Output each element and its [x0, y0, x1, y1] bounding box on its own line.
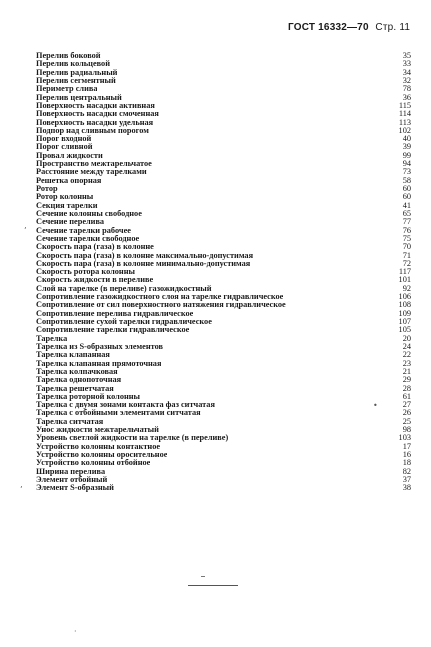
index-term: Скорость ротора колонны [36, 268, 135, 277]
index-page-number: 114 [398, 109, 411, 119]
index-entry [36, 476, 411, 484]
index-entry [36, 335, 411, 343]
index-term: Скорость пара (газа) в колонне минимально-допустимая [36, 259, 251, 268]
index-page-number: 33 [402, 59, 411, 69]
index-term: Порог входной [36, 135, 92, 144]
index-page-number: 28 [402, 383, 411, 393]
index-entry [36, 252, 411, 260]
index-term: Скорость жидкости в переливе [36, 276, 154, 285]
index-term: Секция тарелки [36, 201, 98, 210]
index-entry [36, 301, 411, 309]
footer-rule [188, 585, 238, 586]
index-term: Сечение колонны свободное [36, 209, 142, 218]
index-term: Уровень светлой жидкости на тарелке (в переливе) [36, 434, 229, 443]
index-term: Расстояние между тарелками [36, 168, 147, 177]
index-entry [36, 235, 411, 243]
index-entry [36, 310, 411, 318]
index-entry [36, 185, 411, 193]
index-entry [36, 243, 411, 251]
index-entry [36, 434, 411, 442]
index-page-number: 16 [402, 450, 411, 459]
index-term: Тарелка однопоточная [36, 376, 122, 385]
index-page-number: 37 [402, 474, 411, 484]
index-term: Тарелка ситчатая [36, 417, 104, 426]
index-page-number: 25 [402, 416, 411, 426]
index-term: Устройство колонны оросительное [36, 451, 168, 459]
index-entry [36, 351, 411, 359]
index-term: Поверхность насадки активная [36, 101, 155, 110]
index-entry [36, 468, 411, 476]
index-entry [36, 60, 411, 68]
index-term: Перелив радиальный [36, 68, 118, 77]
standard-number: ГОСТ 16332—70 [288, 22, 369, 33]
index-page-number: 117 [398, 267, 411, 277]
index-entry [36, 77, 411, 85]
index-page-number: 106 [398, 292, 411, 302]
index-page-number: 24 [402, 341, 411, 351]
index-page-number: 35 [402, 51, 411, 60]
index-page-number: 101 [398, 275, 411, 285]
index-page-number: 39 [402, 142, 411, 152]
index-entry [36, 127, 411, 135]
index-entry [36, 368, 411, 376]
margin-tick-mark: ʼ [24, 226, 27, 235]
index-term: Элемент отбойный [36, 475, 108, 484]
index-page-number: 77 [402, 217, 411, 227]
index-page-number: 108 [398, 300, 411, 310]
index-page-number: 23 [402, 358, 411, 368]
index-term: Сопротивление от сил поверхностного натяжения гидравлическое [36, 301, 286, 310]
index-term: Сечение перелива [36, 218, 105, 227]
index-entry [36, 484, 411, 492]
index-term: Тарелка роторной колонны [36, 392, 141, 401]
index-page-number: 103 [398, 433, 411, 443]
index-entry [36, 69, 411, 77]
index-page-number: 113 [398, 117, 411, 127]
index-page-number: 61 [402, 391, 411, 401]
index-entry [36, 459, 411, 467]
index-term: Тарелка [36, 334, 68, 343]
index-term: Ротор [36, 185, 58, 193]
index-page-number: 38 [402, 483, 411, 493]
index-term: Сопротивление перелива гидравлическое [36, 309, 194, 318]
index-entry [36, 85, 411, 93]
index-term: Тарелка из S-образных элементов [36, 342, 164, 351]
index-entry [36, 426, 411, 434]
index-term: Перелив сегментный [36, 76, 116, 85]
index-page-number: 98 [402, 425, 411, 435]
index-term: Перелив кольцевой [36, 60, 110, 69]
index-entry [36, 210, 411, 218]
index-term: Периметр слива [36, 85, 98, 94]
index-entry [36, 152, 411, 160]
index-page-number: 20 [402, 333, 411, 343]
index-page-number: 65 [402, 208, 411, 218]
index-page-number: 32 [402, 75, 411, 85]
index-term: Перелив боковой [36, 52, 101, 60]
index-page-number: 58 [402, 175, 411, 185]
index-term: Слой на тарелке (в переливе) газожидкостный [36, 284, 212, 293]
index-term: Порог сливной [36, 143, 93, 152]
index-term: Устройство колонны отбойное [36, 459, 151, 468]
index-entry [36, 409, 411, 417]
index-entry [36, 218, 411, 226]
index-page-number: 71 [402, 250, 411, 260]
index-entry [36, 160, 411, 168]
index-page-number: 75 [402, 233, 411, 243]
index-entry [36, 135, 411, 143]
index-page-number: 26 [402, 408, 411, 418]
index-entry [36, 326, 411, 334]
index-term: Тарелка клапанная [36, 351, 110, 360]
index-entry [36, 293, 411, 301]
index-page-number: 105 [398, 325, 411, 335]
index-page-number: 34 [402, 67, 411, 77]
index-entry [36, 393, 411, 401]
index-term: Подпор над сливным порогом [36, 126, 149, 135]
index-term: Сечение тарелки рабочее [36, 226, 131, 235]
index-term: Тарелка с двумя зонами контакта фаз ситчатая [36, 401, 215, 410]
index-page-number: 107 [398, 317, 411, 326]
index-term: Поверхность насадки удельная [36, 118, 154, 127]
index-term: Элемент S-образный [36, 484, 114, 493]
index-page-number: 102 [398, 125, 411, 135]
footer-dash-mark [201, 576, 205, 577]
index-term: Сопротивление газожидкостного слоя на тарелке гидравлическое [36, 293, 284, 302]
index-term: Провал жидкости [36, 151, 103, 160]
index-term: Тарелка с отбойными элементами ситчатая [36, 409, 201, 418]
page-number: Стр. 11 [375, 22, 411, 33]
index-term: Ширина перелива [36, 467, 106, 476]
index-page-number: 92 [402, 283, 411, 293]
index-term: Решетка опорная [36, 176, 102, 185]
index-page-number: 18 [402, 458, 411, 468]
index-page-number: 72 [402, 258, 411, 268]
index-term: Пространство межтарельчатое [36, 160, 152, 169]
index-entry [36, 110, 411, 118]
index-term: Сопротивление сухой тарелки гидравлическое [36, 318, 212, 326]
index-entry [36, 202, 411, 210]
index-entry [36, 102, 411, 110]
index-page-number: 94 [402, 159, 411, 169]
page-header [288, 22, 410, 33]
index-page-number: 60 [402, 184, 411, 193]
index-entry [36, 418, 411, 426]
index-page-number: 27 [402, 400, 411, 410]
index-term: Тарелка колпачковая [36, 367, 118, 376]
index-entry [36, 285, 411, 293]
index-entry [36, 276, 411, 284]
index-term: Поверхность насадки смоченная [36, 110, 159, 119]
index-page-number: 82 [402, 466, 411, 476]
index-page-number: 29 [402, 375, 411, 385]
index-page-number: 99 [402, 150, 411, 160]
index-entry [36, 52, 411, 60]
index-entry [36, 177, 411, 185]
index-entry [36, 119, 411, 127]
index-page-number: 70 [402, 242, 411, 252]
index-entry [36, 143, 411, 151]
index-entry [36, 193, 411, 201]
index-entry [36, 343, 411, 351]
index-entry [36, 401, 411, 409]
index-entry [36, 168, 411, 176]
index-entry [36, 318, 411, 326]
index-entry [36, 260, 411, 268]
index-entry [36, 385, 411, 393]
margin-dot-mark: • [373, 401, 378, 410]
index-page-number: 76 [402, 225, 411, 235]
index-entry [36, 451, 411, 459]
index-page-number: 22 [402, 350, 411, 360]
index-term: Унос жидкости межтарельчатый [36, 426, 159, 435]
index-page-number: 17 [402, 441, 411, 451]
margin-tick-mark: ʼ [20, 485, 23, 494]
index-page-number: 109 [398, 308, 411, 318]
index-entry [36, 94, 411, 102]
index-term: Скорость пара (газа) в колонне [36, 243, 154, 252]
index-term: Перелив центральный [36, 93, 122, 102]
index-page-number: 21 [402, 366, 411, 376]
index-term: Ротор колонны [36, 193, 94, 202]
index-entry [36, 360, 411, 368]
index-term: Тарелка клапанная прямоточная [36, 359, 162, 368]
index-page-number: 78 [402, 84, 411, 94]
term-index-list [36, 52, 411, 493]
index-term: Устройство колонны контактное [36, 442, 161, 451]
index-page-number: 40 [402, 134, 411, 144]
index-term: Сопротивление тарелки гидравлическое [36, 326, 190, 335]
index-entry [36, 376, 411, 384]
index-page-number: 41 [402, 200, 411, 210]
index-term: Сечение тарелки свободное [36, 234, 140, 243]
margin-dot-mark: · [74, 627, 77, 636]
index-page-number: 36 [402, 92, 411, 102]
index-page-number: 73 [402, 167, 411, 177]
index-entry [36, 227, 411, 235]
index-entry [36, 268, 411, 276]
index-entry [36, 443, 411, 451]
index-page-number: 60 [402, 192, 411, 202]
index-term: Скорость пара (газа) в колонне максимально-допустимая [36, 251, 254, 260]
index-page-number: 115 [398, 100, 411, 110]
index-term: Тарелка решетчатая [36, 384, 114, 393]
